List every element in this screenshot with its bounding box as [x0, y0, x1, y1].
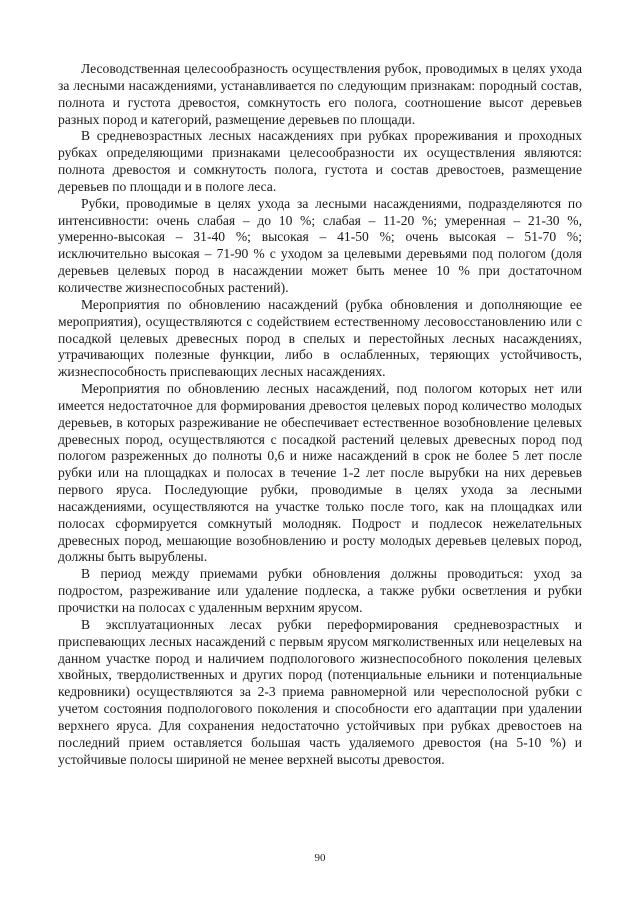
- page-number: 90: [314, 852, 326, 864]
- paragraph-1: Лесоводственная целесообразность осуществления рубок, проводимых в целях ухода за лесными насаждениями, устанавливается по следующим признакам: породный состав, полнота и густота древостоя, сомкнутость его полога, соотношение высот деревьев разных пород и категорий, размещение деревьев по площади.: [58, 61, 582, 127]
- paragraph-3: Рубки, проводимые в целях ухода за лесными насаждениями, подразделяются по интенсивности: очень слабая – до 10 %; слабая – 11-20 %; умеренная – 21-30 %, умеренно-высокая – 31-40 %; высокая – 41-50 %; очень высокая – 51-70 %; исключительно высокая – 71-90 % с уходом за целевыми деревьями под пологом (доля деревьев целевых пород в насаждении может быть менее 10 % при достаточном количестве жизнеспособных растений).: [58, 195, 582, 295]
- paragraph-5: Мероприятия по обновлению лесных насаждений, под пологом которых нет или имеется недостаточное для формирования древостоя целевых пород количество молодых деревьев, в которых разреживание не обеспечивает естественное возобновление целевых древесных пород, осуществляются с посадкой растений целевых древесных пород под пологом разреженных до полноты 0,6 и ниже насаждений в срок не более 5 лет после рубки или на площадках и полосах в течение 1-2 лет после вырубки на них деревьев первого яруса. Последующие рубки, проводимые в целях ухода за лесными насаждениями, осуществляются на участке только после того, как на площадках или полосах сформируется сомкнутый молодняк. Подрост и подлесок нежелательных древесных пород, мешающие возобновлению и росту молодых деревьев целевых пород, должны быть вырублены.: [58, 381, 582, 565]
- paragraph-6: В период между приемами рубки обновления должны проводиться: уход за подростом, разреживание или удаление подлеска, а также рубки осветления и рубки прочистки на полосах с удаленным верхним ярусом.: [58, 566, 582, 615]
- paragraph-4: Мероприятия по обновлению насаждений (рубка обновления и дополняющие ее мероприятия), осуществляются с содействием естественному лесовосстановлению или с посадкой целевых древесных пород в спелых и перестойных лесных насаждениях, утрачивающих полезные функции, либо в ослабленных, теряющих устойчивость, жизнеспособность приспевающих лесных насаждениях.: [58, 296, 582, 380]
- document-body: [58, 61, 582, 768]
- paragraph-7: В эксплуатационных лесах рубки переформирования средневозрастных и приспевающих лесных насаждений с первым ярусом мягколиственных или нецелевых на данном участке пород и наличием подпологового жизнеспособного поколения целевых хвойных, твердолиственных и других пород (потенциальные ельники и потенциальные кедровники) осуществляются за 2-3 приема равномерной или чересполосной рубки с учетом состояния подпологового поколения и способности его адаптации при удалении верхнего яруса. Для сохранения недостаточно устойчивых при рубках древостоев на последний прием оставляется большая часть удаляемого древостоя (на 5-10 %) и устойчивые полосы шириной не менее верхней высоты древостоя.: [58, 616, 582, 767]
- paragraph-2: В средневозрастных лесных насаждениях при рубках прореживания и проходных рубках определяющими признаками целесообразности их осуществления являются: полнота древостоя и сомкнутость полога, густота и состав древостоев, размещение деревьев по площади и в пологе леса.: [58, 128, 582, 194]
